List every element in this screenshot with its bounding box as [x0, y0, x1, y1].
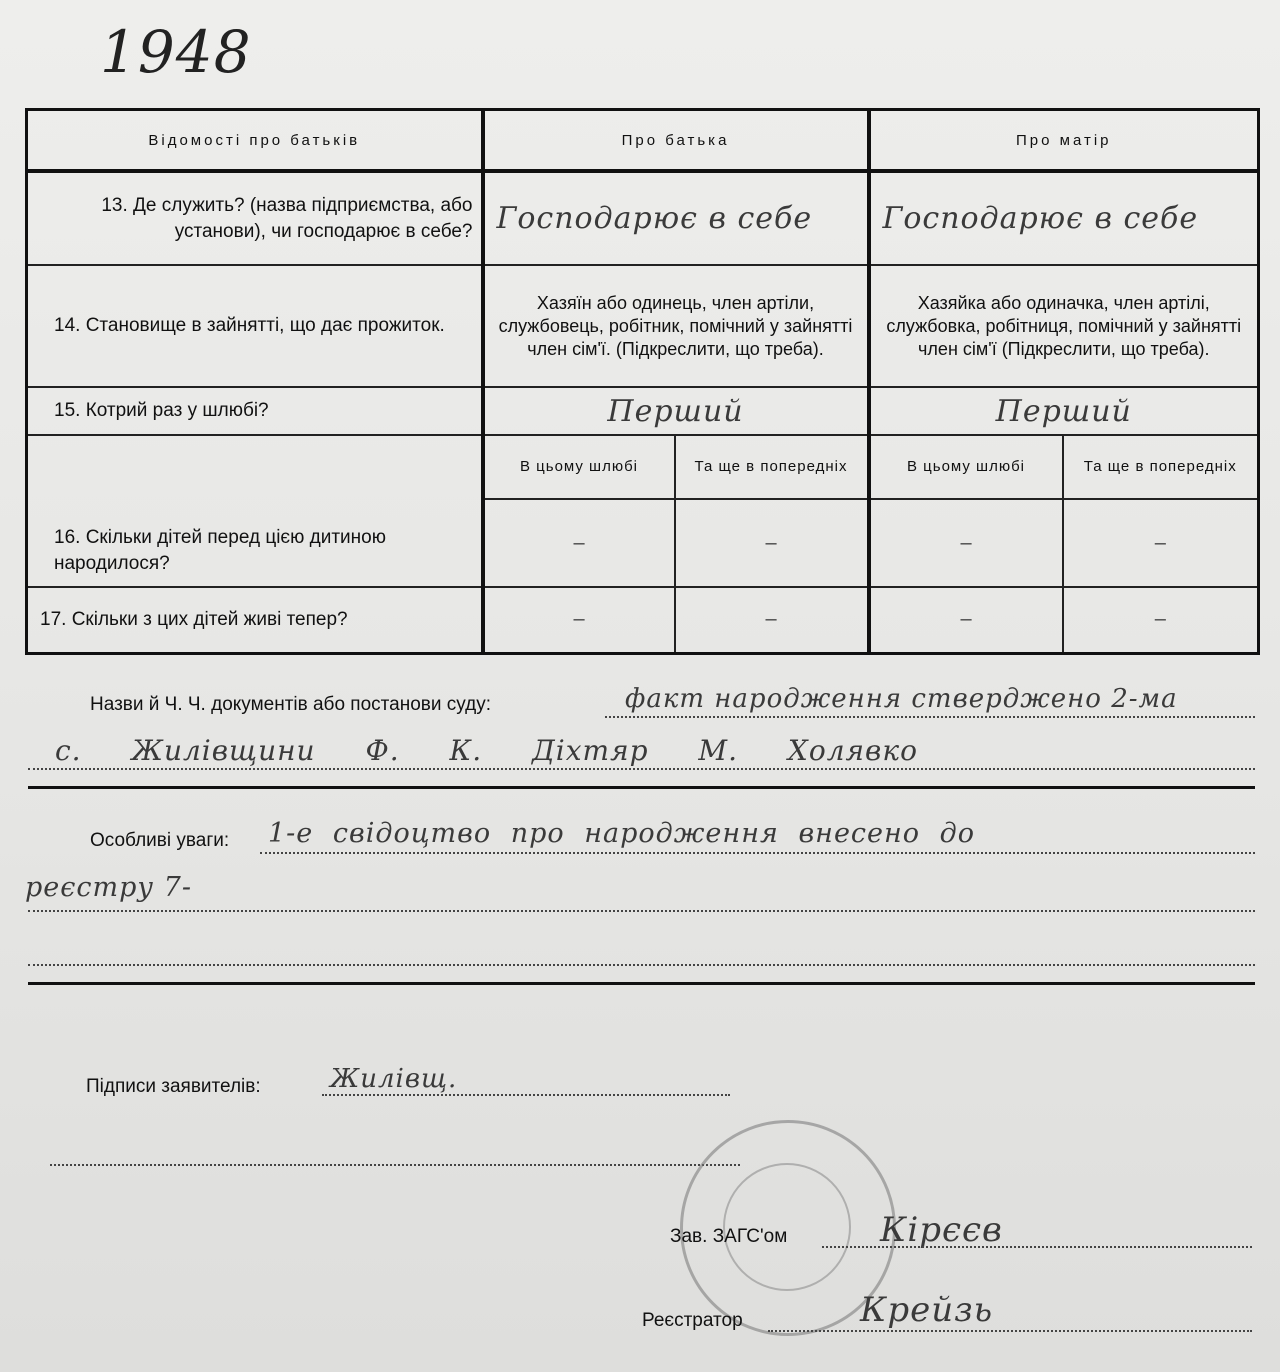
page-number: 1948 — [100, 18, 252, 86]
remarks-line-2 — [28, 910, 1255, 912]
row16-value-2: – — [675, 499, 869, 587]
row17-value-4: – — [1063, 587, 1259, 653]
remarks-line-1 — [260, 852, 1255, 854]
sub-header-mother-previous: Та ще в попередніх — [1063, 435, 1259, 499]
options-14-mother: Хазяйка або одиначка, член артілі, службовка, робітниця, помічний у зайнятті член сім'ї (Підкреслити, що треба). — [869, 265, 1259, 387]
registrar-label: Реєстратор — [642, 1310, 743, 1331]
applicants-signature: Жилівщ. — [330, 1064, 458, 1094]
applicants-label: Підписи заявителів: — [86, 1076, 261, 1097]
remarks-line-3 — [28, 964, 1255, 966]
answer-13-mother — [869, 171, 1259, 265]
head-line — [822, 1246, 1252, 1248]
sub-header-father-this: В цьому шлюбі — [483, 435, 675, 499]
sub-header-mother-this: В цьому шлюбі — [869, 435, 1063, 499]
head-signature: Кірєєв — [880, 1210, 1003, 1250]
row17-value-2: – — [675, 587, 869, 653]
documents-value-line2: с. Жилівщини Ф. К. Діхтяр М. Холявко — [55, 734, 918, 767]
applicants-line-2 — [50, 1164, 740, 1166]
documents-label: Назви й Ч. Ч. документів або постанови суду: — [90, 694, 491, 715]
answer-13-father-value: Господарює в себе — [496, 201, 813, 236]
question-17: 17. Скільки з цих дітей живі тепер? — [27, 587, 483, 653]
remarks-separator — [28, 982, 1255, 985]
header-father: Про батька — [483, 110, 869, 172]
documents-separator — [28, 786, 1255, 789]
documents-line-1 — [605, 716, 1255, 718]
row16-value-3: – — [869, 499, 1063, 587]
registrar-signature: Крейзь — [860, 1290, 994, 1330]
question-15: 15. Котрий раз у шлюбі? — [27, 387, 483, 435]
row17-value-3: – — [869, 587, 1063, 653]
answer-15-mother — [869, 387, 1259, 435]
question-16: 16. Скільки дітей перед цією дитиною народилося? — [27, 435, 483, 587]
remarks-value-line1: 1-е свідоцтво про народження внесено до — [268, 818, 976, 849]
answer-15-father-value: Перший — [607, 393, 744, 429]
remarks-label: Особливі уваги: — [90, 830, 230, 851]
row16-value-1: – — [483, 499, 675, 587]
remarks-value-line2: реєстру 7- — [25, 872, 192, 903]
documents-value-line1: факт народження стверджено 2-ма — [625, 684, 1178, 714]
row16-value-4: – — [1063, 499, 1259, 587]
question-14: 14. Становище в зайнятті, що дає прожиток. — [27, 265, 483, 387]
sub-header-father-previous: Та ще в попередніх — [675, 435, 869, 499]
header-info: Відомості про батьків — [27, 110, 483, 172]
answer-13-father — [483, 171, 869, 265]
answer-15-mother-value: Перший — [995, 393, 1132, 429]
options-14-father: Хазяїн або одинець, член артіли, службовець, робітник, помічний у зайнятті член сім'ї. (Підкреслити, що треба). — [483, 265, 869, 387]
question-13: 13. Де служить? (назва підприємства, або установи), чи господарює в себе? — [27, 171, 483, 265]
applicants-line — [322, 1094, 730, 1096]
row17-value-1: – — [483, 587, 675, 653]
documents-line-2 — [28, 768, 1255, 770]
answer-13-mother-value: Господарює в себе — [882, 201, 1199, 236]
parents-info-table — [25, 108, 1260, 655]
registrar-line — [768, 1330, 1252, 1332]
head-label: Зав. ЗАГС'ом — [670, 1226, 788, 1247]
header-mother: Про матір — [869, 110, 1259, 172]
answer-15-father — [483, 387, 869, 435]
